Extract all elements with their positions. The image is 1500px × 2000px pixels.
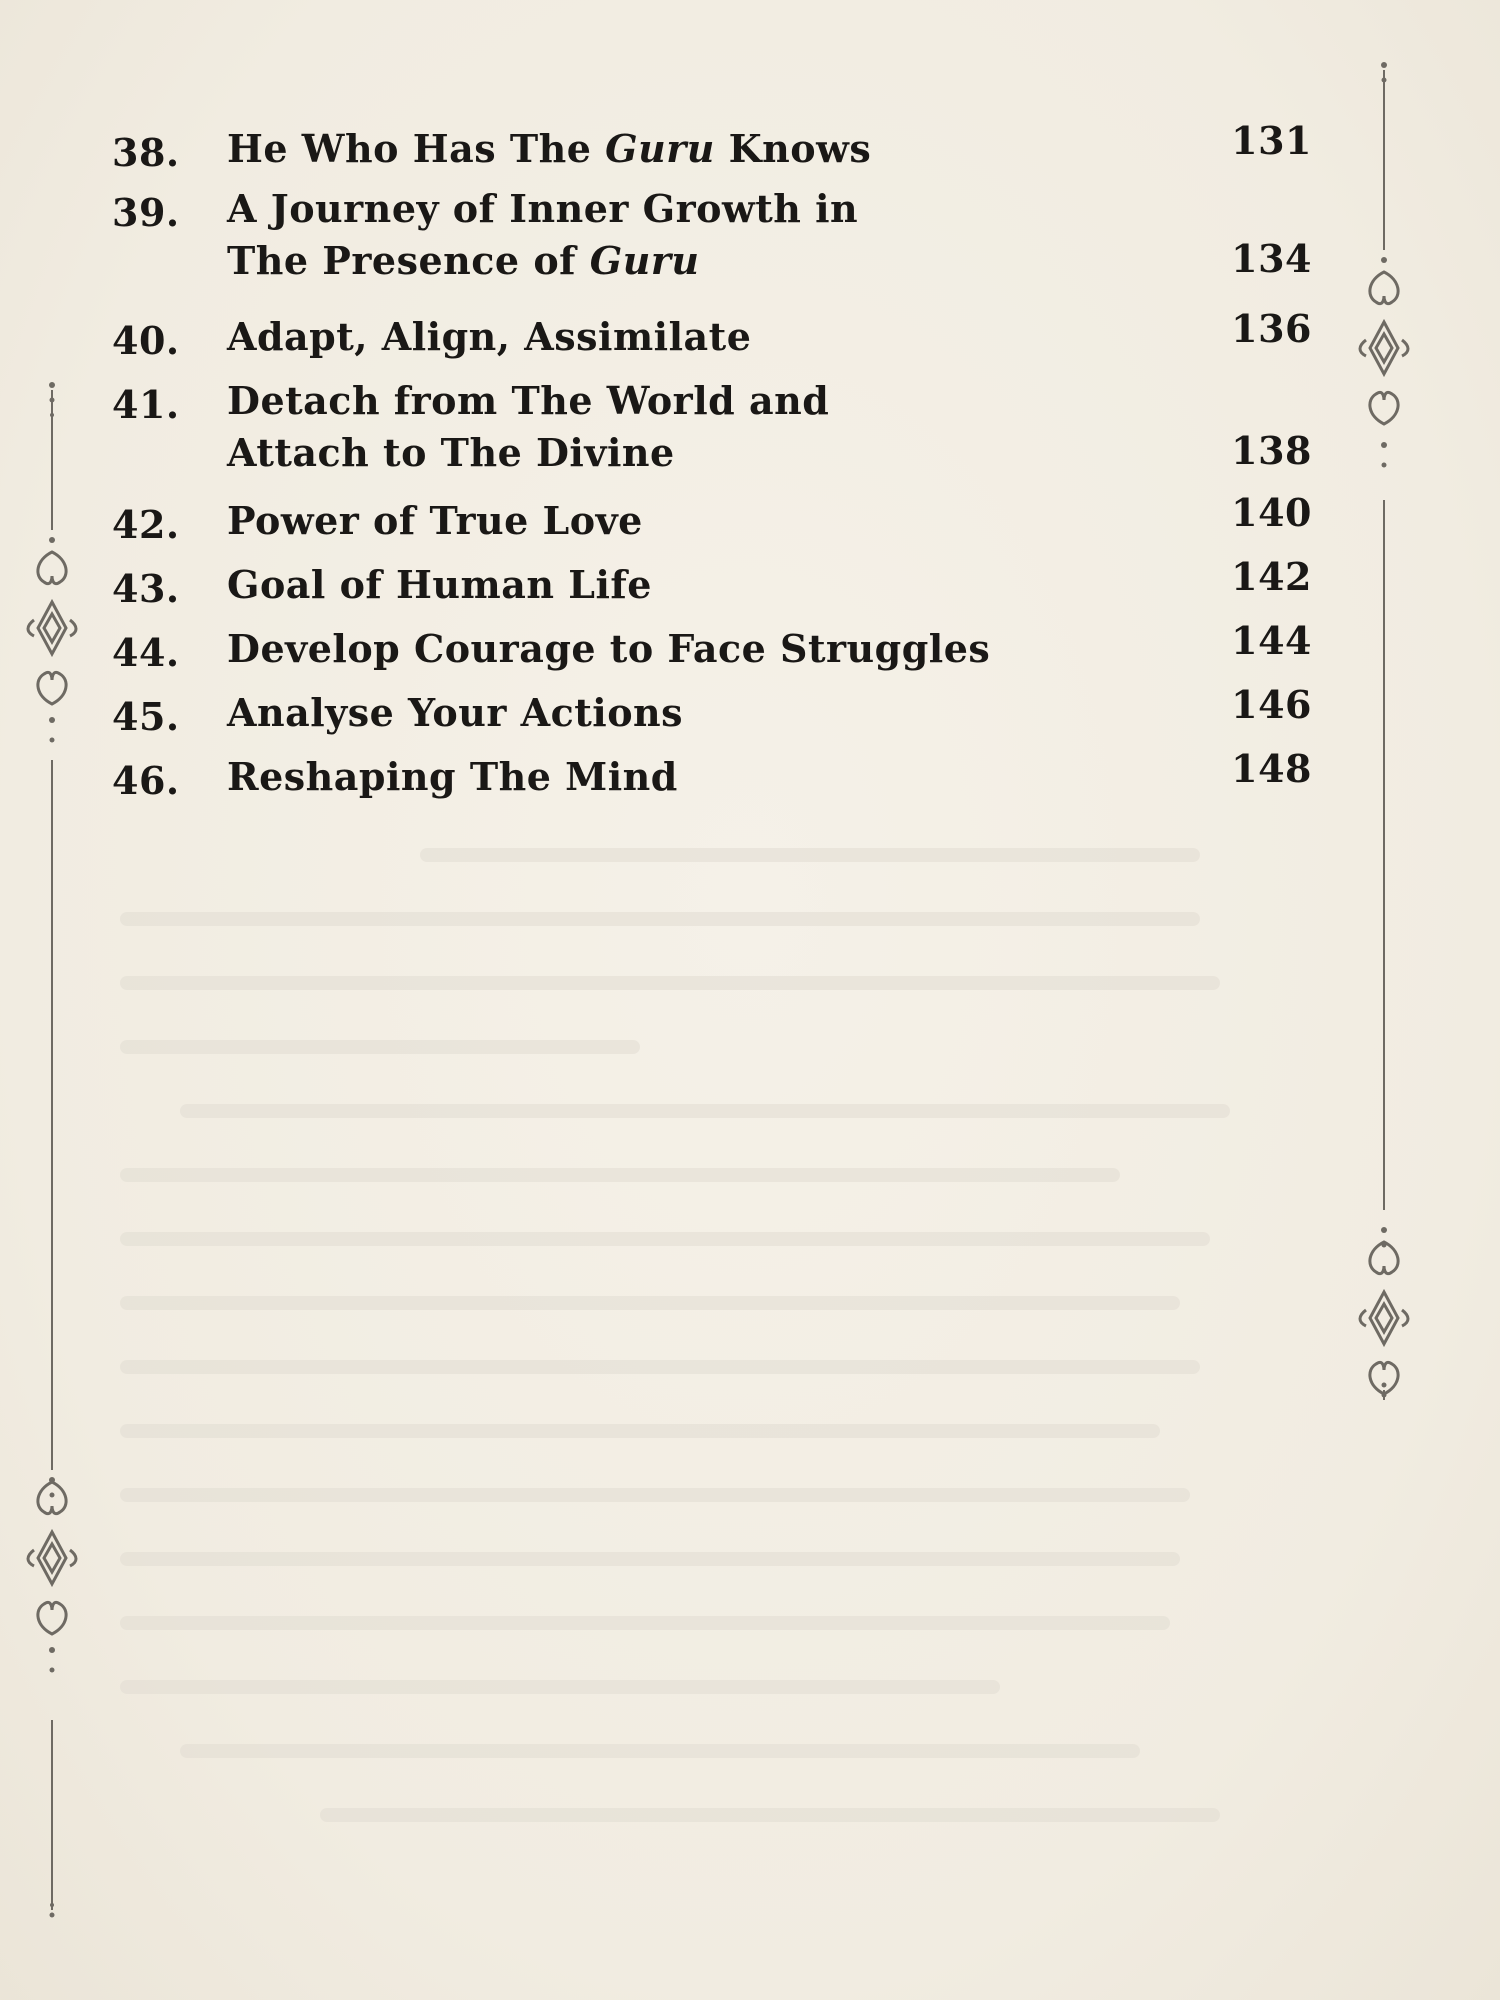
toc-title-text: Goal of Human Life <box>227 562 652 607</box>
right-border-ornament <box>1354 60 1414 1400</box>
toc-entry-number: 40. <box>112 318 180 363</box>
toc-entry-page: 136 <box>1231 306 1312 351</box>
toc-title-italic: Guru <box>589 238 700 283</box>
bleed-through-background <box>120 820 1320 1920</box>
toc-entry-number: 46. <box>112 758 180 803</box>
toc-entry-number: 44. <box>112 630 180 675</box>
toc-entry-title <box>227 183 858 287</box>
toc-entry-title <box>227 687 683 739</box>
toc-entry-title <box>227 495 643 547</box>
toc-title-text: Attach to The Divine <box>227 430 675 475</box>
toc-entry-title <box>227 623 990 675</box>
toc-title-text: Develop Courage to Face Struggles <box>227 626 991 671</box>
toc-entry-page: 131 <box>1231 118 1312 163</box>
toc-title-text: Knows <box>714 126 872 171</box>
toc-entry-title <box>227 311 751 363</box>
left-border-ornament <box>22 380 82 1920</box>
toc-entry-page: 146 <box>1231 682 1312 727</box>
toc-entry-page: 140 <box>1231 490 1312 535</box>
toc-entry-page: 138 <box>1231 428 1312 473</box>
toc-title-text: Detach from The World and <box>227 378 830 423</box>
toc-entry-page: 148 <box>1231 746 1312 791</box>
toc-title-text: He Who Has The <box>227 126 606 171</box>
toc-entry-number: 42. <box>112 502 180 547</box>
toc-entry-page: 142 <box>1231 554 1312 599</box>
toc-title-italic: Guru <box>605 126 715 171</box>
toc-entry-page: 144 <box>1231 618 1312 663</box>
toc-title-text: A Journey of Inner Growth in <box>227 186 859 231</box>
toc-title-text: Reshaping The Mind <box>227 754 678 799</box>
toc-entry-page: 134 <box>1231 236 1312 281</box>
toc-title-text: Adapt, Align, Assimilate <box>227 314 752 359</box>
toc-entry-number: 38. <box>112 130 180 175</box>
toc-entry-number: 39. <box>112 190 180 235</box>
toc-entry-title <box>227 375 829 479</box>
toc-entry-title <box>227 559 652 611</box>
toc-title-text: Analyse Your Actions <box>227 690 684 735</box>
toc-title-text: Power of True Love <box>227 498 643 543</box>
toc-title-text: The Presence of <box>227 238 590 283</box>
toc-entry-number: 41. <box>112 382 180 427</box>
toc-entry-title <box>227 123 871 175</box>
toc-entry-number: 45. <box>112 694 180 739</box>
toc-entry-title <box>227 751 678 803</box>
toc-entry-number: 43. <box>112 566 180 611</box>
